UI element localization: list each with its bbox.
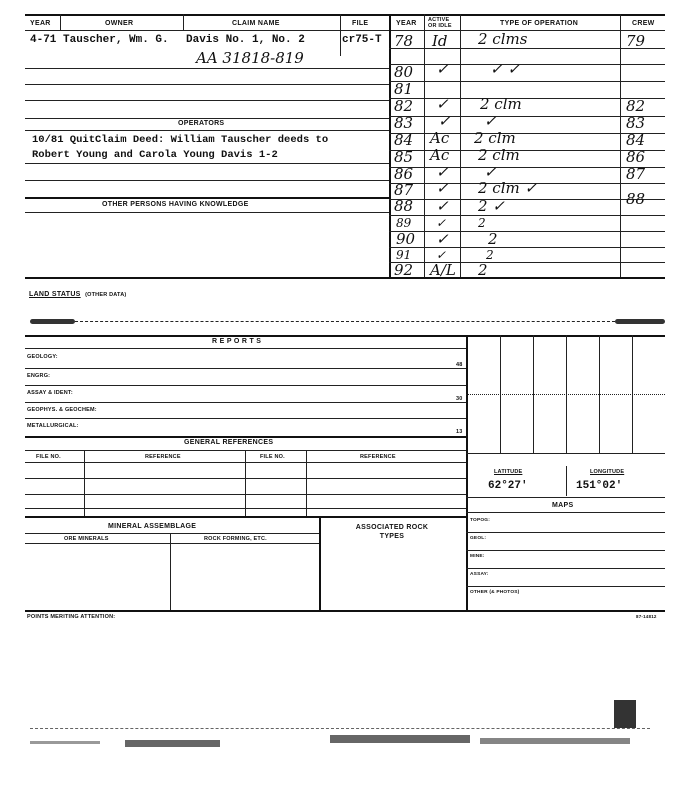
log-operation: 2 xyxy=(478,216,486,230)
log-status: ✓ xyxy=(436,179,449,197)
reports-title: R E P O R T S xyxy=(212,338,262,345)
log-operation: 2 ✓ xyxy=(478,197,505,215)
general-references-title: GENERAL REFERENCES xyxy=(184,439,274,446)
land-status-sub: (OTHER DATA) xyxy=(85,292,127,298)
other-persons-title: OTHER PERSONS HAVING KNOWLEDGE xyxy=(102,201,249,208)
log-operation: 2 clms xyxy=(478,30,528,48)
scan-smudge xyxy=(125,740,220,747)
gen-ref-divider xyxy=(84,450,85,516)
log-status: ✓ xyxy=(436,163,449,181)
log-crew: 79 xyxy=(626,32,646,50)
gen-ref-col-reference: REFERENCE xyxy=(360,454,396,460)
report-label: ENGRG: xyxy=(27,373,51,379)
log-status: Id xyxy=(432,32,448,50)
mineral-rule xyxy=(25,533,319,534)
log-crew: 88 xyxy=(626,190,646,208)
log-year: 88 xyxy=(394,197,414,215)
mineral-divider xyxy=(319,516,321,610)
log-operation: ✓ ✓ xyxy=(490,60,520,78)
log-year: 81 xyxy=(394,80,414,98)
log-operation: 2 clm xyxy=(478,146,520,164)
longitude-label: LONGITUDE xyxy=(590,469,625,475)
maps-row-label: TOPOG: xyxy=(470,518,491,523)
gen-ref-divider xyxy=(245,450,246,516)
gen-ref-rule xyxy=(25,508,466,509)
associated-rock-types: ASSOCIATED ROCK TYPES xyxy=(355,524,429,540)
header-year-2: YEAR xyxy=(396,20,417,27)
operators-rule xyxy=(25,130,389,131)
handwritten-id: AA 31818-819 xyxy=(196,49,304,67)
grid-line xyxy=(466,394,665,395)
log-year: 85 xyxy=(394,148,414,166)
header-file: FILE xyxy=(352,20,369,27)
log-year: 92 xyxy=(394,261,414,279)
report-label: METALLURGICAL: xyxy=(27,423,79,429)
divider xyxy=(60,14,61,30)
maps-row-label: OTHER (& PHOTOS) xyxy=(470,590,520,595)
gen-ref-col-file: FILE NO. xyxy=(260,454,285,460)
log-year: 90 xyxy=(396,230,416,248)
latitude-value: 62°27' xyxy=(488,480,528,492)
log-operation: ✓ xyxy=(484,163,497,181)
scan-line xyxy=(75,321,615,322)
log-crew: 87 xyxy=(626,165,646,183)
gen-ref-col-file: FILE NO. xyxy=(36,454,61,460)
log-operation: 2 clm xyxy=(474,129,516,147)
mineral-col-ore: ORE MINERALS xyxy=(64,536,109,542)
header-rule xyxy=(25,30,665,31)
maps-row-label: ASSAY: xyxy=(470,572,489,577)
log-year: 80 xyxy=(394,63,414,81)
report-rule xyxy=(25,402,466,403)
row-rule xyxy=(389,98,665,99)
maps-rule xyxy=(466,586,665,587)
other-persons-rule xyxy=(25,212,389,213)
log-status: Ac xyxy=(430,146,450,164)
coord-rule xyxy=(466,497,665,498)
log-year: 82 xyxy=(394,97,414,115)
log-year: 78 xyxy=(394,32,414,50)
mineral-divider xyxy=(170,533,171,610)
log-year: 83 xyxy=(394,114,414,132)
log-year: 86 xyxy=(394,165,414,183)
operators-title: OPERATORS xyxy=(178,120,225,127)
log-operation: 2 xyxy=(486,248,494,262)
row-rule xyxy=(25,277,665,279)
form-number: 87-14812 xyxy=(636,614,657,619)
row-rule xyxy=(389,81,665,82)
log-year: 89 xyxy=(396,216,412,230)
operators-line-2: Robert Young and Carola Young Davis 1-2 xyxy=(32,149,278,161)
log-status: ✓ xyxy=(436,197,449,215)
report-label: GEOPHYS. & GEOCHEM: xyxy=(27,407,97,413)
report-rule xyxy=(25,385,466,386)
other-persons-rule xyxy=(25,197,389,199)
gen-ref-divider xyxy=(306,450,307,516)
log-year: 87 xyxy=(394,181,414,199)
log-crew: 84 xyxy=(626,131,646,149)
header-type-of-operation: TYPE OF OPERATION xyxy=(500,20,579,27)
maps-rule xyxy=(466,512,665,513)
report-number: 13 xyxy=(456,429,463,435)
row-rule xyxy=(389,48,665,49)
header-claim-name: CLAIM NAME xyxy=(232,20,280,27)
header-year: YEAR xyxy=(30,20,51,27)
log-crew: 86 xyxy=(626,148,646,166)
row-rule xyxy=(389,167,665,168)
log-status: ✓ xyxy=(436,216,447,230)
maps-rule xyxy=(466,550,665,551)
coord-divider xyxy=(566,466,567,496)
row-rule xyxy=(389,199,665,200)
report-number: 30 xyxy=(456,396,463,402)
year-log-left-border xyxy=(389,14,391,278)
claim-line: Davis No. 1, No. 2 xyxy=(186,34,305,46)
log-status: ✓ xyxy=(436,95,449,113)
reports-top-rule xyxy=(25,335,665,337)
header-crew: CREW xyxy=(632,20,655,27)
log-status: ✓ xyxy=(436,230,449,248)
gen-ref-rule xyxy=(25,478,466,479)
log-operation: 2 xyxy=(478,261,488,279)
report-rule xyxy=(25,436,466,438)
log-crew: 83 xyxy=(626,114,646,132)
operators-line-1: 10/81 QuitClaim Deed: William Tauscher deeds to xyxy=(32,134,329,146)
year-log-divider xyxy=(424,14,425,278)
divider xyxy=(340,14,341,56)
maps-title: MAPS xyxy=(552,502,574,509)
row-rule xyxy=(389,64,665,65)
blank-line xyxy=(25,180,389,181)
report-number: 48 xyxy=(456,362,463,368)
log-status: A/L xyxy=(430,261,456,279)
grid-line xyxy=(466,453,665,454)
owner-line: 4-71 Tauscher, Wm. G. xyxy=(30,34,169,46)
maps-row-label: MINE: xyxy=(470,554,485,559)
points-title: POINTS MERITING ATTENTION: xyxy=(27,614,116,620)
land-status-title: LAND STATUS xyxy=(29,291,81,298)
land-status-heading xyxy=(29,283,126,301)
blank-line xyxy=(25,84,389,85)
year-log-divider xyxy=(620,14,621,278)
log-operation: 2 clm xyxy=(480,95,522,113)
scan-line xyxy=(30,728,650,729)
divider xyxy=(183,14,184,30)
log-status: ✓ xyxy=(436,60,449,78)
maps-row-label: GEOL: xyxy=(470,536,487,541)
gen-ref-rule xyxy=(25,494,466,495)
log-status: ✓ xyxy=(436,248,447,262)
mineral-title: MINERAL ASSEMBLAGE xyxy=(108,523,197,530)
row-rule xyxy=(389,247,665,248)
blank-line xyxy=(25,68,389,69)
log-crew: 82 xyxy=(626,97,646,115)
log-operation: 2 clm ✓ xyxy=(478,179,538,197)
scan-smudge xyxy=(614,700,636,728)
row-rule xyxy=(389,231,665,232)
row-rule xyxy=(389,116,665,117)
mineral-col-rock: ROCK FORMING, ETC. xyxy=(204,536,267,542)
row-rule xyxy=(389,215,665,216)
log-year: 84 xyxy=(394,131,414,149)
top-rule xyxy=(25,14,665,16)
report-rule xyxy=(25,418,466,419)
log-operation: 2 xyxy=(488,230,498,248)
report-rule xyxy=(25,368,466,369)
log-year: 91 xyxy=(396,248,412,262)
gen-ref-col-reference: REFERENCE xyxy=(145,454,181,460)
blank-line xyxy=(25,100,389,101)
reports-rule xyxy=(25,348,466,349)
scan-smudge xyxy=(615,319,665,324)
header-owner: OWNER xyxy=(105,20,134,27)
year-log-divider xyxy=(460,14,461,278)
log-operation: ✓ xyxy=(484,112,497,130)
latitude-label: LATITUDE xyxy=(494,469,523,475)
report-label: GEOLOGY: xyxy=(27,354,58,360)
maps-rule xyxy=(466,568,665,569)
operators-rule xyxy=(25,118,389,119)
log-status: ✓ xyxy=(438,112,451,130)
maps-rule xyxy=(466,532,665,533)
file-number: cr75-T xyxy=(342,34,382,46)
report-label: ASSAY & IDENT: xyxy=(27,390,73,396)
gen-ref-rule xyxy=(25,516,466,518)
points-rule xyxy=(25,610,665,612)
scan-smudge xyxy=(30,319,75,324)
longitude-value: 151°02' xyxy=(576,480,623,492)
mineral-rule xyxy=(25,543,319,544)
scan-smudge xyxy=(330,735,470,743)
scan-smudge xyxy=(480,738,630,744)
log-status: Ac xyxy=(430,129,450,147)
header-active-idle: ACTIVE OR IDLE xyxy=(428,17,452,29)
scan-smudge xyxy=(30,741,100,744)
blank-line xyxy=(25,163,389,164)
